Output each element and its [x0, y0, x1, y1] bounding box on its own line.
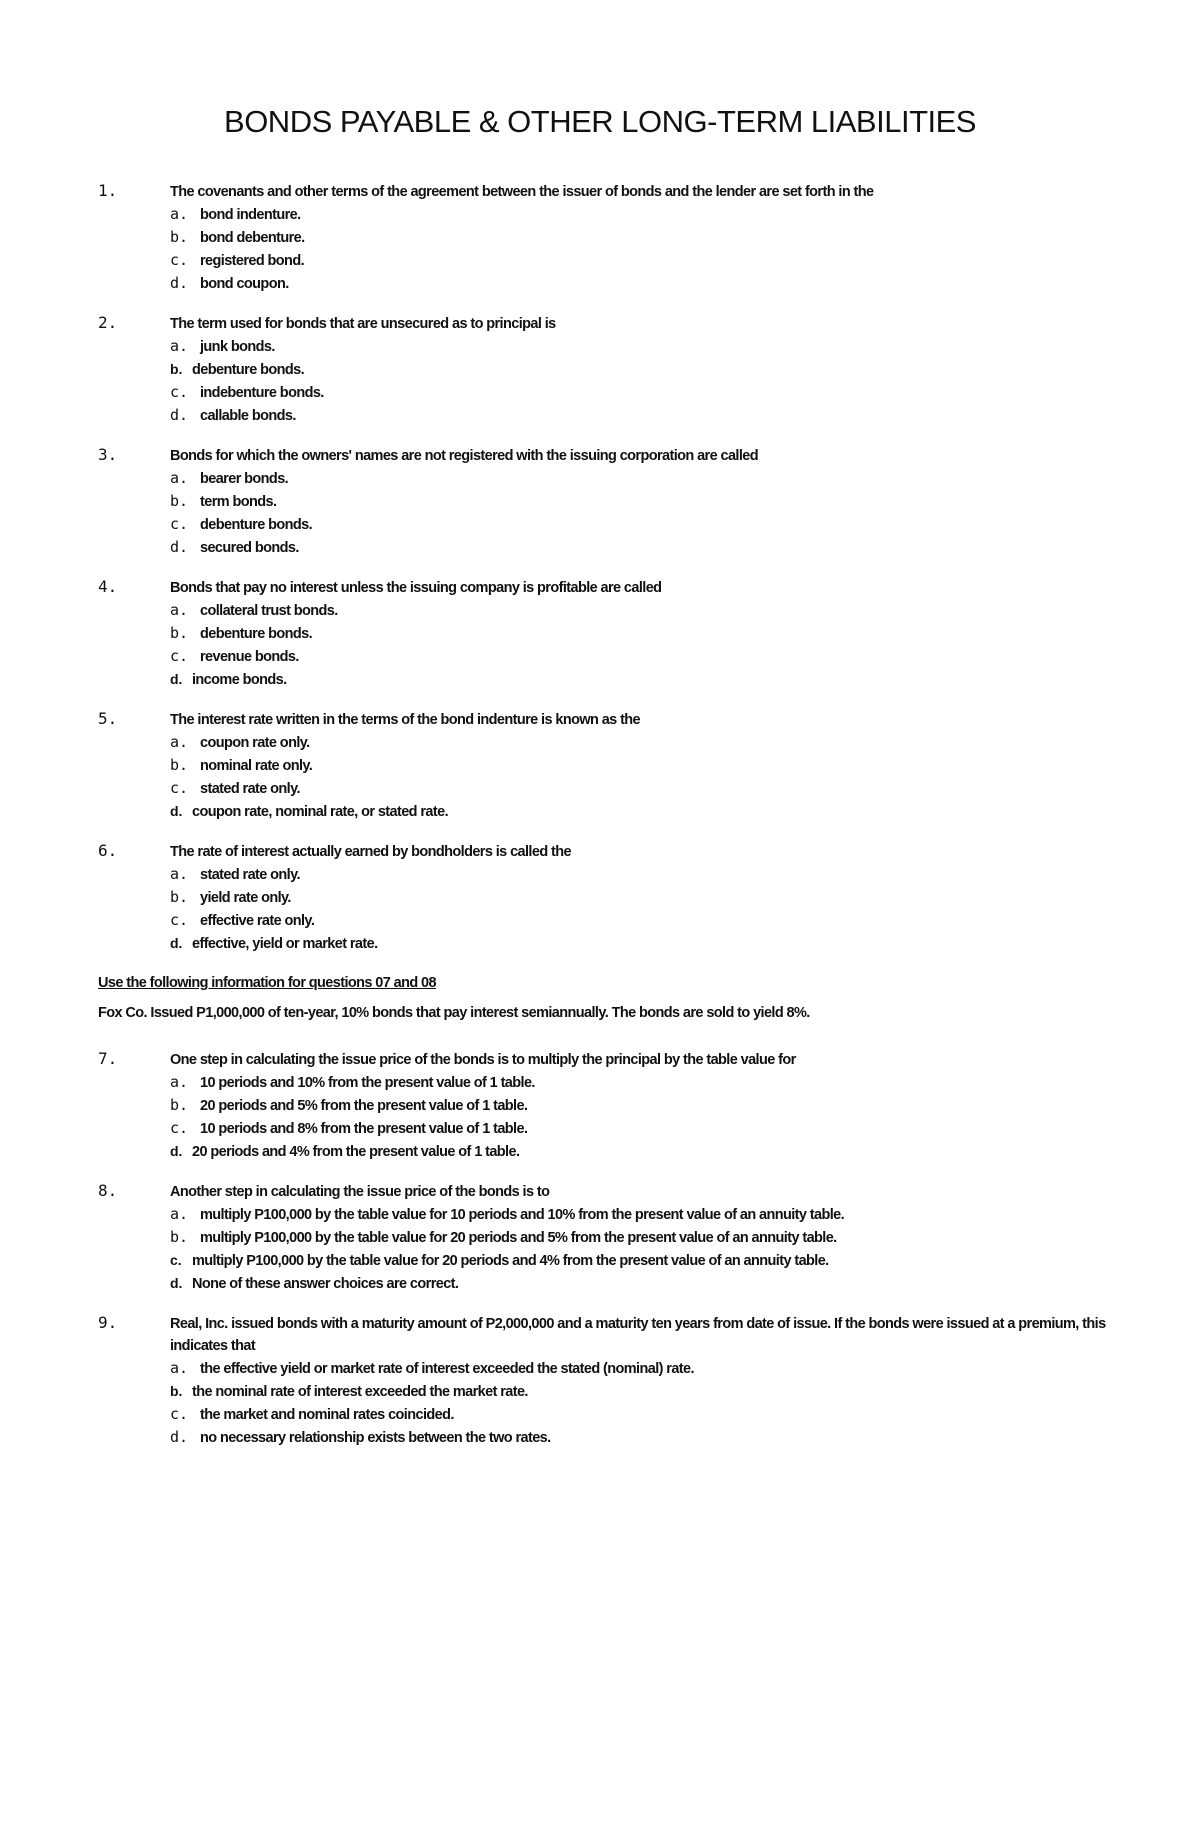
option-text: 10 periods and 10% from the present value of 1 table. — [200, 1075, 535, 1091]
answer-option — [170, 777, 1118, 800]
answer-option — [170, 513, 1118, 536]
option-text: debenture bonds. — [192, 362, 305, 378]
info-heading: Use the following information for questions 07 and 08 — [98, 975, 436, 991]
option-letter: b. — [170, 492, 189, 510]
option-text: 10 periods and 8% from the present value of 1 table. — [200, 1121, 528, 1137]
option-text: multiply P100,000 by the table value for 10 periods and 10% from the present value of an annuity table. — [200, 1207, 845, 1223]
option-letter: b. — [170, 1096, 189, 1114]
answer-option — [170, 1403, 1118, 1426]
option-text: nominal rate only. — [200, 758, 313, 774]
option-letter: c. — [170, 383, 189, 401]
answer-option — [170, 467, 1118, 490]
option-text: stated rate only. — [200, 781, 300, 797]
option-letter: c. — [170, 911, 189, 929]
answer-option — [170, 404, 1118, 427]
option-letter: a. — [170, 1073, 189, 1091]
option-text: effective rate only. — [200, 913, 315, 929]
answer-option — [170, 668, 1118, 691]
option-text: multiply P100,000 by the table value for 20 periods and 4% from the present value of an annuity table. — [192, 1253, 829, 1269]
answer-options — [98, 863, 1118, 955]
answer-option — [170, 381, 1118, 404]
question-number: 1. — [98, 181, 118, 200]
answer-option — [170, 1272, 1118, 1295]
answer-options — [98, 1203, 1118, 1295]
answer-option — [170, 358, 1118, 381]
option-text: term bonds. — [200, 494, 277, 510]
option-text: effective, yield or market rate. — [192, 936, 378, 952]
option-text: coupon rate, nominal rate, or stated rate. — [192, 804, 448, 820]
option-text: junk bonds. — [200, 339, 275, 355]
option-letter: a. — [170, 1359, 189, 1377]
option-text: debenture bonds. — [200, 517, 313, 533]
option-text: secured bonds. — [200, 540, 299, 556]
option-text: debenture bonds. — [200, 626, 313, 642]
option-text: bond indenture. — [200, 207, 301, 223]
answer-option — [170, 272, 1118, 295]
question-3 — [98, 445, 1118, 559]
answer-option — [170, 863, 1118, 886]
option-text: bearer bonds. — [200, 471, 289, 487]
answer-option — [170, 1357, 1118, 1380]
option-letter: a. — [170, 1205, 189, 1223]
question-9 — [98, 1313, 1118, 1449]
option-letter: c. — [170, 779, 189, 797]
answer-option — [170, 932, 1118, 955]
option-letter: d. — [170, 803, 183, 819]
answer-options — [98, 467, 1118, 559]
question-text: One step in calculating the issue price of the bonds is to multiply the principal by the table value for — [170, 1052, 796, 1068]
answer-option — [170, 1094, 1118, 1117]
option-text: coupon rate only. — [200, 735, 310, 751]
question-number: 6. — [98, 841, 118, 860]
option-letter: a. — [170, 469, 189, 487]
answer-option — [170, 800, 1118, 823]
answer-option — [170, 731, 1118, 754]
answer-options — [98, 203, 1118, 295]
question-1 — [98, 181, 1118, 295]
option-text: None of these answer choices are correct. — [192, 1276, 459, 1292]
answer-option — [170, 536, 1118, 559]
answer-option — [170, 226, 1118, 249]
question-number: 3. — [98, 445, 118, 464]
option-letter: b. — [170, 1228, 189, 1246]
question-number: 8. — [98, 1181, 118, 1200]
option-text: registered bond. — [200, 253, 304, 269]
option-letter: c. — [170, 647, 189, 665]
option-text: callable bonds. — [200, 408, 296, 424]
option-letter: b. — [170, 888, 189, 906]
option-text: multiply P100,000 by the table value for 20 periods and 5% from the present value of an annuity table. — [200, 1230, 837, 1246]
answer-options — [98, 1071, 1118, 1163]
answer-option — [170, 1226, 1118, 1249]
option-text: collateral trust bonds. — [200, 603, 338, 619]
option-letter: b. — [170, 624, 189, 642]
question-text: Another step in calculating the issue price of the bonds is to — [170, 1184, 550, 1200]
question-text: Bonds that pay no interest unless the issuing company is profitable are called — [170, 580, 662, 596]
option-letter: d. — [170, 1143, 183, 1159]
answer-options — [98, 599, 1118, 691]
question-number: 2. — [98, 313, 118, 332]
answer-option — [170, 1426, 1118, 1449]
option-text: the effective yield or market rate of interest exceeded the stated (nominal) rate. — [200, 1361, 694, 1377]
option-letter: d. — [170, 274, 189, 292]
option-text: the nominal rate of interest exceeded the market rate. — [192, 1384, 528, 1400]
option-text: revenue bonds. — [200, 649, 299, 665]
option-text: yield rate only. — [200, 890, 291, 906]
option-text: indebenture bonds. — [200, 385, 324, 401]
question-7 — [98, 1049, 1118, 1163]
answer-option — [170, 909, 1118, 932]
question-text: Bonds for which the owners' names are not registered with the issuing corporation are called — [170, 448, 758, 464]
option-text: bond coupon. — [200, 276, 289, 292]
question-text: The rate of interest actually earned by bondholders is called the — [170, 844, 571, 860]
question-2 — [98, 313, 1118, 427]
option-text: bond debenture. — [200, 230, 305, 246]
option-letter: d. — [170, 671, 183, 687]
option-letter: b. — [170, 1383, 183, 1399]
option-letter: a. — [170, 601, 189, 619]
question-number: 7. — [98, 1049, 118, 1068]
option-text: no necessary relationship exists between the two rates. — [200, 1430, 551, 1446]
option-text: stated rate only. — [200, 867, 300, 883]
question-6 — [98, 841, 1118, 955]
option-letter: d. — [170, 1275, 183, 1291]
info-text: Fox Co. Issued P1,000,000 of ten-year, 10% bonds that pay interest semiannually. The bonds are sold to yield 8%. — [98, 1005, 810, 1021]
option-text: 20 periods and 5% from the present value of 1 table. — [200, 1098, 528, 1114]
answer-option — [170, 1249, 1118, 1272]
question-5 — [98, 709, 1118, 823]
option-letter: c. — [170, 251, 189, 269]
option-letter: d. — [170, 1428, 189, 1446]
answer-option — [170, 490, 1118, 513]
option-letter: d. — [170, 935, 183, 951]
answer-options — [98, 1357, 1118, 1449]
option-letter: c. — [170, 1405, 189, 1423]
option-letter: a. — [170, 205, 189, 223]
option-letter: c. — [170, 1252, 182, 1268]
option-letter: c. — [170, 1119, 189, 1137]
option-letter: a. — [170, 733, 189, 751]
option-text: the market and nominal rates coincided. — [200, 1407, 454, 1423]
question-text: The covenants and other terms of the agreement between the issuer of bonds and the lender are set forth in the — [170, 184, 874, 200]
option-letter: d. — [170, 406, 189, 424]
option-letter: a. — [170, 337, 189, 355]
answer-option — [170, 203, 1118, 226]
question-text: Real, Inc. issued bonds with a maturity amount of P2,000,000 and a maturity ten years from date of issue. If the bonds were issued at a premium, this indicates that — [170, 1316, 1106, 1354]
option-letter: b. — [170, 361, 183, 377]
answer-options — [98, 335, 1118, 427]
option-text: income bonds. — [192, 672, 287, 688]
option-text: 20 periods and 4% from the present value of 1 table. — [192, 1144, 520, 1160]
answer-option — [170, 645, 1118, 668]
option-letter: b. — [170, 756, 189, 774]
answer-option — [170, 754, 1118, 777]
option-letter: d. — [170, 538, 189, 556]
answer-option — [170, 599, 1118, 622]
answer-option — [170, 1140, 1118, 1163]
question-number: 5. — [98, 709, 118, 728]
question-text: The interest rate written in the terms of the bond indenture is known as the — [170, 712, 641, 728]
answer-option — [170, 1203, 1118, 1226]
question-number: 9. — [98, 1313, 118, 1332]
answer-option — [170, 886, 1118, 909]
answer-options — [98, 731, 1118, 823]
option-letter: c. — [170, 515, 189, 533]
answer-option — [170, 335, 1118, 358]
question-4 — [98, 577, 1118, 691]
question-text: The term used for bonds that are unsecured as to principal is — [170, 316, 556, 332]
answer-option — [170, 1117, 1118, 1140]
answer-option — [170, 1380, 1118, 1403]
question-number: 4. — [98, 577, 118, 596]
answer-option — [170, 249, 1118, 272]
option-letter: b. — [170, 228, 189, 246]
answer-option — [170, 1071, 1118, 1094]
option-letter: a. — [170, 865, 189, 883]
answer-option — [170, 622, 1118, 645]
question-8 — [98, 1181, 1118, 1295]
page-title: BONDS PAYABLE & OTHER LONG-TERM LIABILITIES — [224, 104, 976, 139]
